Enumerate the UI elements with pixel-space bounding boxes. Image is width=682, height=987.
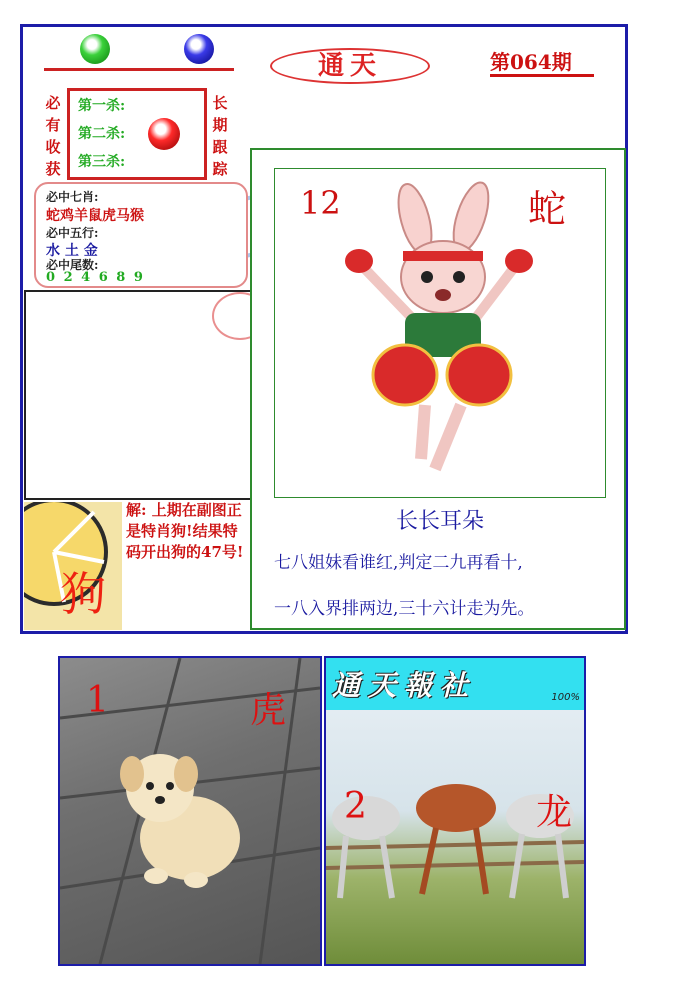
vertical-char: 踪 (212, 160, 228, 178)
five-elements-value: 水 土 金 (46, 243, 98, 259)
vertical-char: 获 (45, 160, 61, 178)
seven-zodiac-value: 蛇鸡羊鼠虎马猴 (46, 208, 144, 224)
vertical-text-right (211, 92, 229, 180)
photo2-zodiac: 龙 (536, 792, 573, 833)
vertical-char: 长 (212, 94, 228, 112)
five-elements-label: 必中五行: (46, 226, 99, 240)
main-zodiac: 蛇 (528, 187, 567, 231)
issue-underline (490, 74, 594, 77)
kill-line-1: 第一杀: (78, 98, 126, 114)
kill-line-3: 第三杀: (78, 154, 126, 170)
hint-big-char: 狗 (60, 567, 106, 621)
red-ball-icon (148, 118, 180, 150)
vertical-char: 期 (212, 116, 228, 134)
kill-line-2: 第二杀: (78, 126, 126, 142)
kill-box (67, 88, 207, 180)
vertical-char: 有 (45, 116, 61, 134)
vertical-char: 跟 (212, 138, 228, 156)
horses-photo (324, 656, 586, 966)
hint-text: 解: 上期在副图正是特肖狗!结果特码开出狗的47号! (126, 501, 244, 561)
poem-line-2: 一八入界排两边,三十六计走为先。 (274, 599, 535, 619)
tail-number-value: 0 2 4 6 8 9 (46, 270, 145, 285)
photo1-zodiac: 虎 (250, 690, 287, 731)
page-title: 通天 (270, 48, 430, 84)
seven-zodiac-label: 必中七肖: (46, 190, 99, 204)
main-number: 12 (300, 184, 341, 222)
top-divider (44, 68, 234, 71)
photo1-number: 1 (86, 680, 109, 721)
vertical-char: 收 (45, 138, 61, 156)
vertical-char: 必 (45, 94, 61, 112)
picture-caption: 长长耳朵 (395, 509, 484, 534)
blue-ball-icon (184, 34, 214, 64)
banner-percent: 100% (551, 692, 580, 703)
green-ball-icon (80, 34, 110, 64)
hint-image (24, 502, 122, 630)
vertical-text-left (44, 92, 62, 180)
dog-photo (58, 656, 322, 966)
poem-line-1: 七八姐妹看谁红,判定二九再看十, (274, 553, 523, 573)
issue-number: 第064期 (490, 50, 572, 74)
banner-title: 通天報社 (332, 669, 477, 702)
photo2-number: 2 (344, 786, 367, 827)
picks-box (34, 182, 248, 288)
tail-number-label: 必中尾数: (46, 258, 99, 272)
